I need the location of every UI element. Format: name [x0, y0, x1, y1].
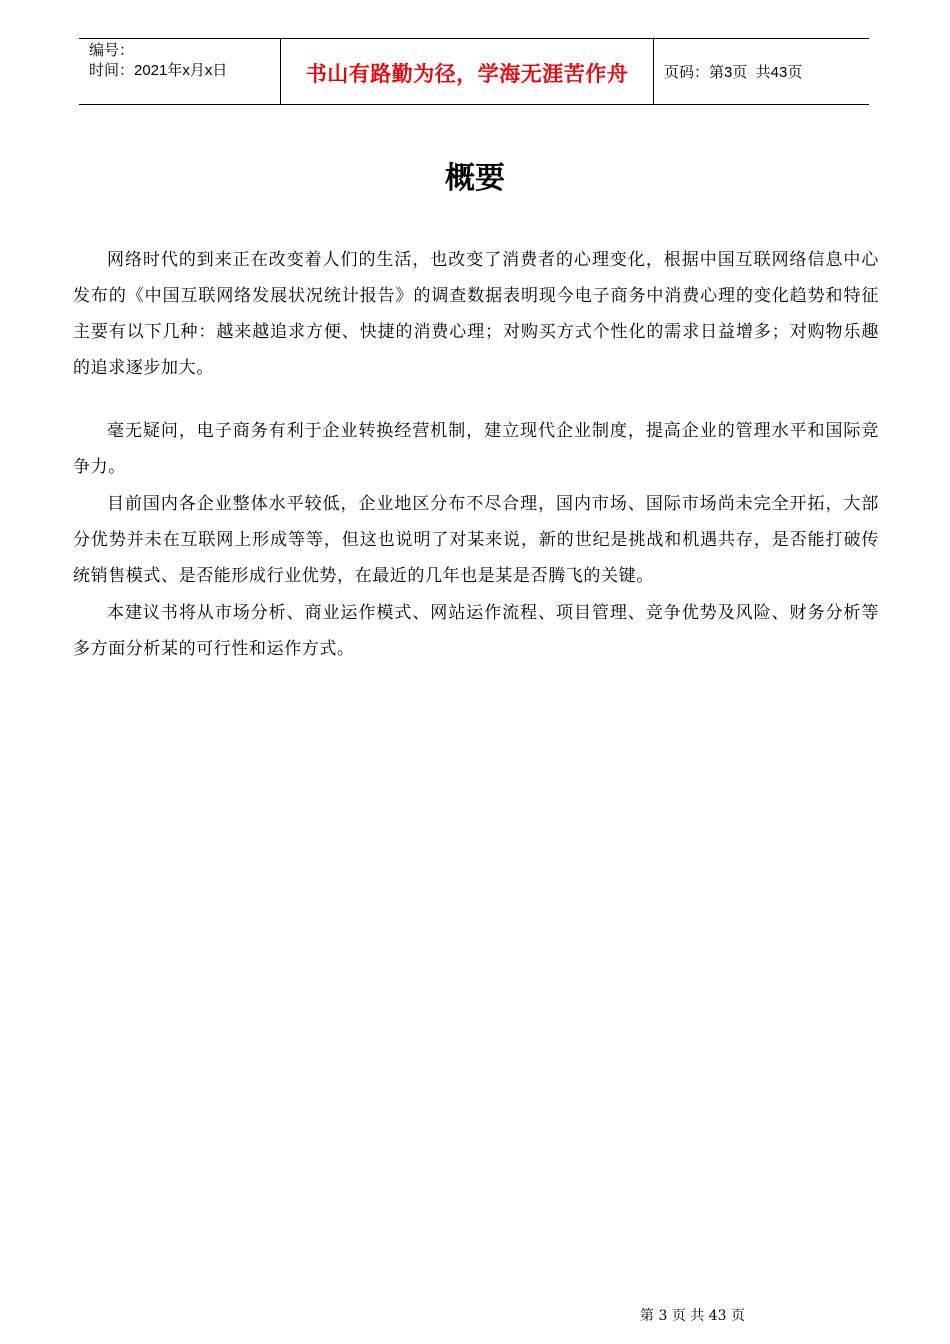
- footer-page-number: 第 3 页 共 43 页: [640, 1308, 745, 1324]
- body-paragraph: 网络时代的到来正在改变着人们的生活，也改变了消费者的心理变化，根据中国互联网络信息中心发布的《中国互联网络发展状况统计报告》的调查数据表明现今电子商务中消费心理的变化趋势和特征主要有以下几种：越来越追求方便、快捷的消费心理；对购买方式个性化的需求日益增多；对购物乐趣的追求逐步加大。: [73, 250, 879, 378]
- body-paragraph: 目前国内各企业整体水平较低，企业地区分布不尽合理，国内市场、国际市场尚未完全开拓，大部分优势并未在互联网上形成等等，但这也说明了对某来说，新的世纪是挑战和机遇共存，是否能打破传统销售模式、是否能形成行业优势，在最近的几年也是某是否腾飞的关键。: [73, 494, 879, 586]
- page-footer: [0, 1305, 950, 1325]
- body-paragraph: 毫无疑问，电子商务有利于企业转换经营机制，建立现代企业制度，提高企业的管理水平和国际竞争力。: [73, 421, 879, 477]
- header-page-cell: [654, 39, 869, 104]
- page-header: [79, 38, 869, 105]
- paragraph-block-3: [73, 486, 879, 594]
- header-page-info: 页码：第3页 共43页: [664, 64, 803, 81]
- header-meta-cell: [79, 39, 281, 104]
- paragraph-block-1: [73, 242, 879, 386]
- document-number-label: 编号：: [89, 42, 135, 59]
- header-motto-cell: [281, 39, 654, 104]
- document-date: 时间：2021年x月x日: [89, 62, 228, 79]
- paragraph-block-2: [73, 413, 879, 485]
- header-motto: 书山有路勤为径，学海无涯苦作舟: [305, 61, 629, 86]
- document-title: 概要: [445, 161, 505, 196]
- body-paragraph: 本建议书将从市场分析、商业运作模式、网站运作流程、项目管理、竞争优势及风险、财务分析等多方面分析某的可行性和运作方式。: [73, 603, 879, 659]
- paragraph-block-4: [73, 595, 879, 667]
